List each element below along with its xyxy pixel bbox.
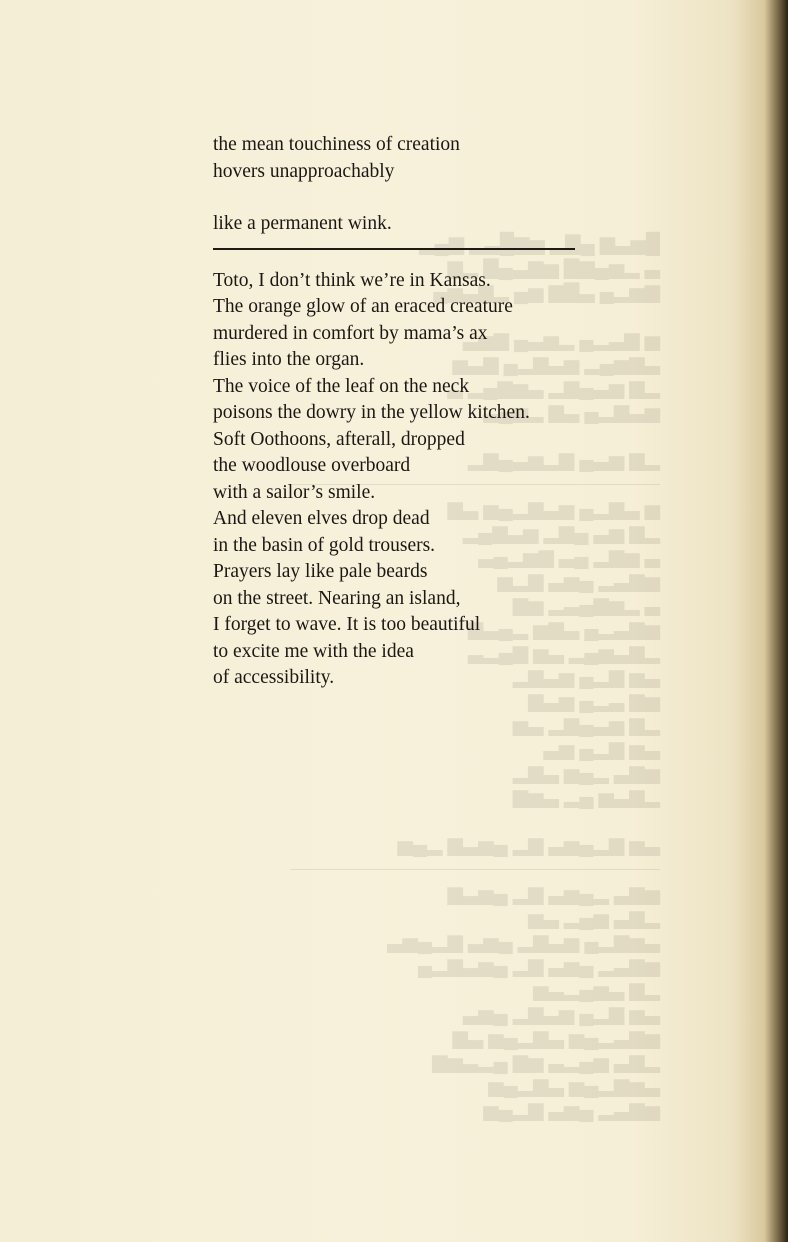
poem-line: with a sailor’s smile.: [213, 481, 376, 503]
poem-line: Prayers lay like pale beards: [213, 561, 428, 582]
poem-line: And eleven elves drop dead: [213, 508, 430, 529]
stanza-break: [213, 185, 633, 211]
poem-line: hovers unapproachably: [213, 160, 395, 182]
poem-line: on the street. Nearing an island,: [213, 587, 461, 609]
poem-line: Soft Oothoons, afterall, dropped: [213, 428, 465, 450]
poem-line: murdered in comfort by mama’s ax: [213, 322, 488, 344]
poem-line: I forget to wave. It is too beautiful: [213, 614, 481, 635]
poem-line: Toto, I don’t think we’re in Kansas.: [213, 269, 491, 291]
section-divider: [213, 248, 575, 250]
poem-line: The orange glow of an eraced creature: [213, 296, 513, 317]
poem-line: like a permanent wink.: [213, 213, 392, 234]
poem-line: The voice of the leaf on the neck: [213, 375, 470, 397]
poem-line: the woodlouse overboard: [213, 455, 411, 476]
poem-line: flies into the organ.: [213, 349, 365, 370]
show-through-text: █▅▃▆ ▄▇▂ ▅▆█▃▂ ▆▄▂ ▃ ▂▅▄▆▇ ▅▆▃▄▇ ▂▆ ▆▅▂▄ ▃▇▆ ▅▄ ▂▆▃▅▄ ▅ ▆▃▂▄ ▂▅▃▄ ▆▅▃ ▃▆▅▄▂ ▅▃▆▂▄ ▆▃▅ ▂▆ ▅▃▄▆▂ ▃▅▆▄▂ ▃ ▅▃▆▂▄ ▃▆ ▂▅▄▃ ▂▆ ▅▃▄ ▆▂▅▃▄▆▂ ▅ ▃▆▂▄ ▅▃▆▂▄▅ ▃▆ ▂▆ ▅▃ ▄▆▂ ▅▃▆▄▂ ▃ ▅▆▂ ▄▃ ▆▅▂▄▃ ▅▆▃▂ ▄▅▃ ▆▂▅ ▃ ▂▅▆▄▃▂ ▅▆ ▅▆▃▂▄ ▃▆▅ ▂▄▃▆ ▂▆▃▅▄▂ ▃▅ ▆▄▂▃ ▃▅ ▆▂▄ ▅▃▆▂ ▅▆ ▃▂▄ ▅▃▆ ▂▆ ▅▃▄▆▂ ▃▅ ▃▅ ▆▂▄ ▅▃ ▅▆▃ ▂▄▅ ▃▆▂ ▂▆▃▅ ▄▂ ▃▅▆ ▃▅ ▆▂▄▅▃ ▆▂ ▄▅▃▆ ▂▄▅ ▅▆▃ ▂▄▅▃ ▆▂ ▄▅▃▆ ▂▆▃ ▅▄▂ ▃▅ ▃▅▆▂▄ ▅▃▆▂ ▄▅▃ ▆▂▄▅▃ ▅▆▃▂ ▄▅▃ ▆▂ ▄▅▃▆▂▄ ▂▆ ▃▅▄▂▃▅ ▃▅ ▆▂▄ ▅▃▆▂ ▄▅▃ ▅▆▃▂▄▅ ▃▆▂▄▅ ▃▆ ▂▆▃ ▅▄▂▃ ▅▆ ▄▂▃▅▆ ▃▅▆▂▄▅ ▃▆▂▄▅ ▅▆▃▂ ▄▅▃ ▆▂▄▅: [200, 160, 660, 1220]
poem-text: [213, 132, 633, 692]
poem-line: poisons the dowry in the yellow kitchen.: [213, 402, 530, 423]
poem-line: to excite me with the idea: [213, 640, 414, 662]
poem-line: in the basin of gold trousers.: [213, 534, 436, 556]
poem-line: the mean touchiness of creation: [213, 134, 460, 155]
poem-line: of accessibility.: [213, 667, 335, 688]
